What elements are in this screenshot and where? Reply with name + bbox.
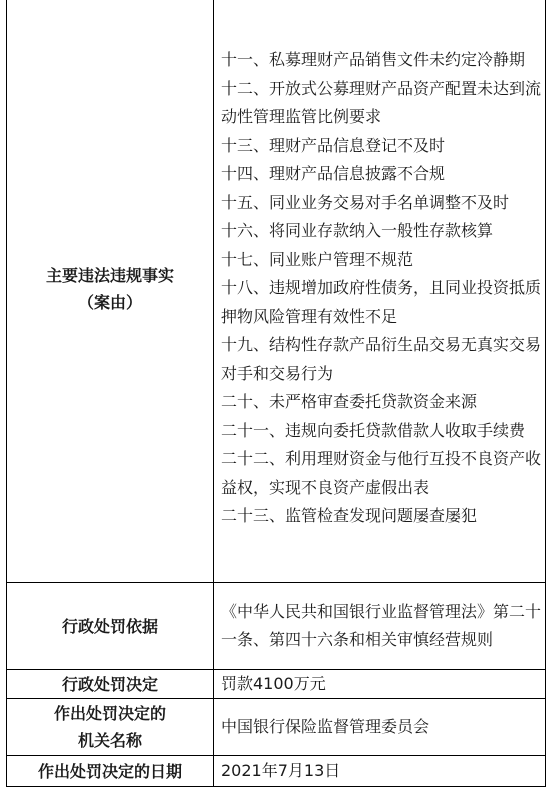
decision-date-label-line: 作出处罚决定的日期 xyxy=(37,761,182,781)
violation-item-16: 十六、将同业存款纳入一般性存款核算 xyxy=(221,221,494,241)
violation-item-14: 十四、理财产品信息披露不合规 xyxy=(221,164,446,184)
violation-item-23: 二十三、监管检查发现问题屡查屡犯 xyxy=(221,506,478,526)
penalty-decision-value: 罚款4100万元 xyxy=(214,670,546,699)
violation-item-11: 十一、私募理财产品销售文件未约定冷静期 xyxy=(221,50,526,70)
violation-item-12: 十二、开放式公募理财产品资产配置未达到流动性管理监管比例要求 xyxy=(221,78,542,127)
decision-date-value: 2021年7月13日 xyxy=(214,756,546,787)
table-row-violations xyxy=(7,0,546,583)
violations-label-line-1: 主要违法违规事实 xyxy=(45,265,174,285)
violation-item-20: 二十、未严格审查委托贷款资金来源 xyxy=(221,392,478,412)
violations-label-line-2: （案由） xyxy=(77,292,142,312)
table-row-authority xyxy=(7,699,546,756)
penalty-basis-label xyxy=(7,583,214,670)
authority-value: 中国银行保险监督管理委员会 xyxy=(214,699,546,756)
decision-date-label xyxy=(7,756,214,787)
penalty-decision-label xyxy=(7,670,214,699)
table-row-penalty-basis xyxy=(7,583,546,670)
violation-item-17: 十七、同业账户管理不规范 xyxy=(221,249,414,269)
violation-item-19: 十九、结构性存款产品衍生品交易无真实交易对手和交易行为 xyxy=(221,335,542,383)
violation-item-18: 十八、违规增加政府性债务，且同业投资抵质押物风险管理有效性不足 xyxy=(221,278,542,326)
violations-list xyxy=(214,0,546,583)
authority-label xyxy=(7,699,214,756)
violation-item-21: 二十一、违规向委托贷款借款人收取手续费 xyxy=(221,420,526,440)
penalty-basis-value: 《中华人民共和国银行业监督管理法》第二十一条、第四十六条和相关审慎经营规则 xyxy=(214,583,546,670)
violations-label xyxy=(7,0,214,583)
penalty-info-table xyxy=(6,0,546,787)
table-row-decision-date xyxy=(7,756,546,787)
table-row-penalty-decision xyxy=(7,670,546,699)
violation-item-15: 十五、同业业务交易对手名单调整不及时 xyxy=(221,192,510,212)
authority-label-line-2: 机关名称 xyxy=(77,731,142,750)
penalty-decision-label-line: 行政处罚决定 xyxy=(61,674,158,694)
authority-label-line-1: 作出处罚决定的 xyxy=(53,704,166,723)
penalty-basis-label-line: 行政处罚依据 xyxy=(61,616,158,636)
violation-item-22: 二十二、利用理财资金与他行互投不良资产收益权，实现不良资产虚假出表 xyxy=(221,449,542,497)
violation-item-13: 十三、理财产品信息登记不及时 xyxy=(221,135,446,155)
